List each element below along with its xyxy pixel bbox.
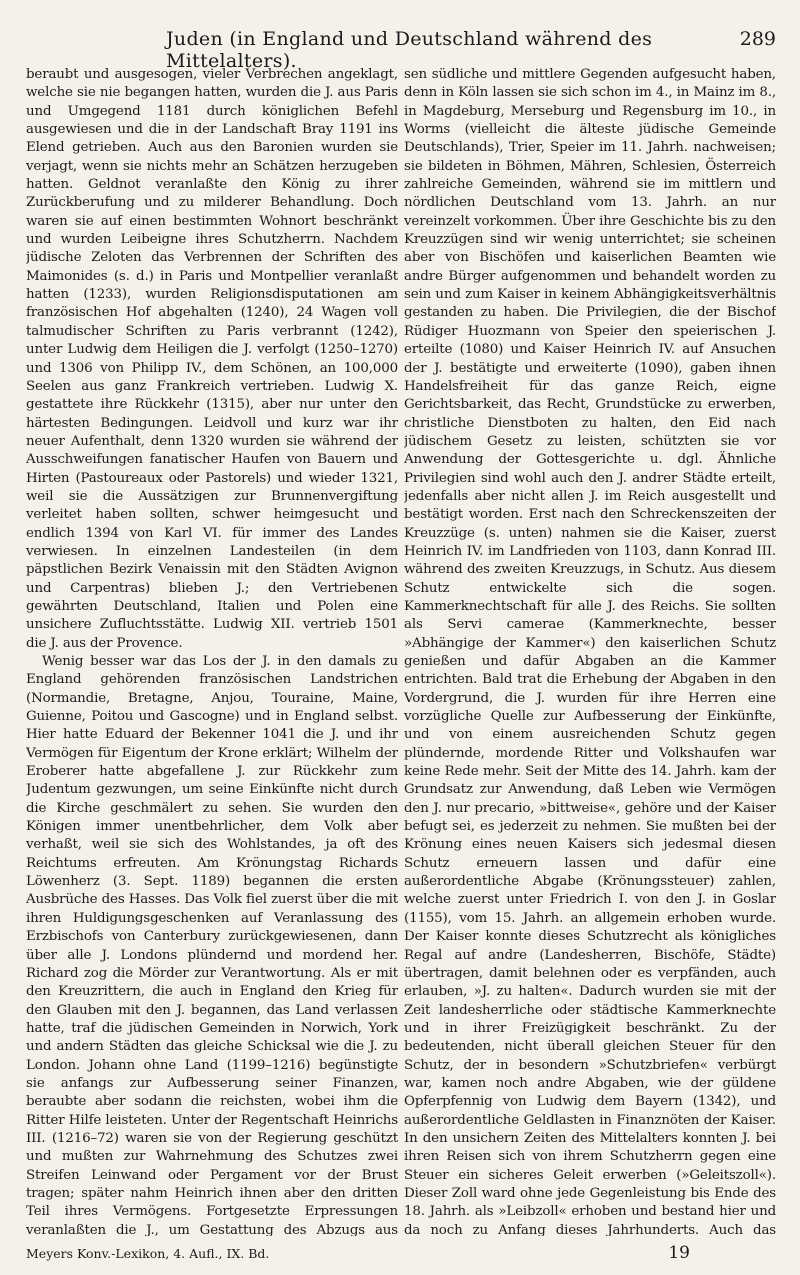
left-column — [26, 66, 398, 1236]
right-column — [404, 66, 776, 1236]
sheet-number: 19 — [668, 1243, 690, 1263]
paragraph: Wenig besser war das Los der J. in den damals zu England gehörenden französischen Landstrichen (Normandie, Bretagne, Anjou, Touraine, Maine, Guienne, Poitou und Gascogne) und in England selbst. Hier hatte Eduard der Bekenner 1041 die J. und ihr Vermögen für Eigentum der Krone erklärt; Wilhelm der Eroberer hatte abgefallene J. zur Rückkehr zum Judentum gezwungen, um seine Einkünfte nicht durch die Kirche geschmälert zu sehen. Sie wurden den Königen immer unentbehrlicher, dem Volk aber verhaßt, weil sie sich des Wohlstandes, ja oft des Reichtums erfreuten. Am Krönungstag Richards Löwenherz (3. Sept. 1189) begannen die ersten Ausbrüche des Hasses. Das Volk fiel zuerst über die mit ihren Huldigungsgeschenken auf Veranlassung des Erzbischofs von Canterbury zurückgewiesenen, dann über alle J. Londons plündernd und mordend her. Richard zog die Mörder zur Verantwortung. Als er mit den Kreuzrittern, die auch in England den Krieg für den Glauben mit den J. begannen, das Land verlassen hatte, traf die jüdischen Gemeinden in Norwich, York und andern Städten das gleiche Schicksal wie die J. zu London. Johann ohne Land (1199–1216) begünstigte sie anfangs zur Aufbesserung seiner Finanzen, beraubte aber sodann die reichsten, wobei ihm die Ritter Hilfe leisteten. Unter der Regentschaft Heinrichs III. (1216–72) waren sie von der Regierung geschützt und mußten zur Wahrnehmung des Schutzes zwei Streifen Leinwand oder Pergament vor der Brust tragen; später nahm Heinrich ihnen aber den dritten Teil ihres Vermögens. Fortgesetzte Erpressungen veranlaßten die J., um Gestattung des Abzugs aus — [26, 654, 398, 1236]
paragraph: sen südliche und mittlere Gegenden aufgesucht haben, denn in Köln lassen sie sich schon im 4., in Mainz im 8., in Magdeburg, Merseburg und Regensburg im 10., in Worms (vielleicht die älteste jüdische Gemeinde Deutschlands), Trier, Speier im 11. Jahrh. nachweisen; sie bildeten in Böhmen, Mähren, Schlesien, Österreich zahlreiche Gemeinden, während sie im mittlern und nördlichen Deutschland vom 13. Jahrh. an nur vereinzelt vorkommen. Über ihre Geschichte bis zu den Kreuzzügen sind wir wenig unterrichtet; sie scheinen aber von Bischöfen und kaiserlichen Beamten wie andre Bürger aufgenommen und behandelt worden zu sein und zum Kaiser in keinem Abhängigkeitsverhältnis gestanden zu haben. Die Privilegien, die der Bischof Rüdiger Huozmann von Speier den speierischen J. erteilte (1080) und Kaiser Heinrich IV. auf Ansuchen der J. bestätigte und erweiterte (1090), gaben ihnen Handelsfreiheit für das ganze Reich, eigne Gerichtsbarkeit, das Recht, Grundstücke zu erwerben, christliche Dienstboten zu halten, den Eid nach jüdischem Gesetz zu leisten, schützten sie vor Anwendung der Gottesgerichte u. dgl. Ähnliche Privilegien sind wohl auch den J. andrer Städte erteilt, jedenfalls aber nicht allen J. im Reich ausgestellt und bestätigt worden. Erst nach den Schreckenszeiten der Kreuzzüge (s. unten) nahmen sie die Kaiser, zuerst Heinrich IV. im Landfrieden von 1103, dann Konrad III. während des zweiten Kreuzzugs, in Schutz. Aus diesem Schutz entwickelte sich die sogen. Kammerknechtschaft für alle J. des Reichs. Sie sollten als Servi camerae (Kammerknechte, besser »Abhängige der Kammer«) den kaiserlichen Schutz genießen und dafür Abgaben an die Kammer entrichten. Bald trat die Erhebung der Abgaben in den Vordergrund, die J. wurden für ihre Herren eine vorzügliche Quelle zur Aufbesserung der Einkünfte, und von einem ausreichenden Schutz gegen plündernde, mordende Ritter und Volkshaufen war keine Rede mehr. Seit der Mitte des 14. Jahrh. kam der Grundsatz zur Anwendung, daß Leben wie Vermögen den J. nur precario, »bittweise«, gehöre und der Kaiser befugt sei, es jederzeit zu nehmen. Sie mußten bei der Krönung eines neuen Kaisers sich jedesmal diesen Schutz erneuern lassen und dafür eine außerordentliche Abgabe (Krönungssteuer) zahlen, welche zuerst unter Friedrich I. von den J. in Goslar (1155), vom 15. Jahrh. an allgemein erhoben wurde. Der Kaiser konnte dieses Schutzrecht als königliches Regal auf andre (Landesherren, Bischöfe, Städte) übertragen, damit belehnen oder es verpfänden, auch erlauben, »J. zu halten«. Dadurch wurden sie mit der Zeit landesherrliche oder städtische Kammerknechte und in ihrer Freizügigkeit beschränkt. Zu der bedeutenden, nicht überall gleichen Steuer für den Schutz, der in besondern »Schutzbriefen« verbürgt war, kamen noch andre Abgaben, wie der güldene Opferpfennig von Ludwig dem Bayern (1342), und außerordentliche Geldlasten in Finanznöten der Kaiser. In den unsichern Zeiten des Mittelalters konnten J. bei ihren Reisen sich von ihrem Schutzherrn gegen eine Steuer ein sicheres Geleit erwerben (»Geleitszoll«). Dieser Zoll ward ohne jede Gegenleistung bis Ende des 18. Jahrh. als »Leibzoll« erhoben und bestand hier und da noch zu Anfang dieses Jahrhunderts. Auch das — [404, 67, 776, 1236]
running-header — [26, 28, 776, 72]
page-footer — [26, 1243, 776, 1265]
text-columns — [26, 66, 776, 1236]
paragraph: beraubt und ausgesogen, vieler Verbrechen angeklagt, welche sie nie begangen hatten, wurden die J. aus Paris und Umgegend 1181 durch königlichen Befehl ausgewiesen und die in der Landschaft Bray 1191 ins Elend getrieben. Auch aus den Baronien wurden sie verjagt, wenn sie nichts mehr an Schätzen herzugeben hatten. Geldnot veranlaßte den König zu ihrer Zurückberufung und zu milderer Behandlung. Doch waren sie auf einen bestimmten Wohnort beschränkt und wurden Leibeigne ihres Schutzherrn. Nachdem jüdische Zeloten das Verbrennen der Schriften des Maimonides (s. d.) in Paris und Montpellier veranlaßt hatten (1233), wurden Religionsdisputationen am französischen Hof abgehalten (1240), 24 Wagen voll talmudischer Schriften zu Paris verbrannt (1242), unter Ludwig dem Heiligen die J. verfolgt (1250–1270) und 1306 von Philipp IV., dem Schönen, an 100,000 Seelen aus ganz Frankreich vertrieben. Ludwig X. gestattete ihre Rückkehr (1315), aber nur unter den härtesten Bedingungen. Leidvoll und kurz war ihr neuer Aufenthalt, denn 1320 wurden sie während der Ausschweifungen fanatischer Haufen von Bauern und Hirten (Pastoureaux oder Pastorels) und wieder 1321, weil sie die Aussätzigen zur Brunnenvergiftung verleitet haben sollten, schwer heimgesucht und endlich 1394 von Karl VI. für immer des Landes verwiesen. In einzelnen Landesteilen (in dem päpstlichen Bezirk Venaissin mit den Städten Avignon und Carpentras) blieben J.; den Vertriebenen gewährten Deutschland, Italien und Polen eine unsichere Zufluchtsstätte. Ludwig XII. vertrieb 1501 die J. aus der Provence. — [26, 67, 398, 651]
page-number: 289 — [739, 28, 776, 50]
source-citation: Meyers Konv.-Lexikon, 4. Aufl., IX. Bd. — [26, 1246, 270, 1261]
running-title: Juden (in England und Deutschland während des Mittelalters). — [166, 28, 653, 72]
